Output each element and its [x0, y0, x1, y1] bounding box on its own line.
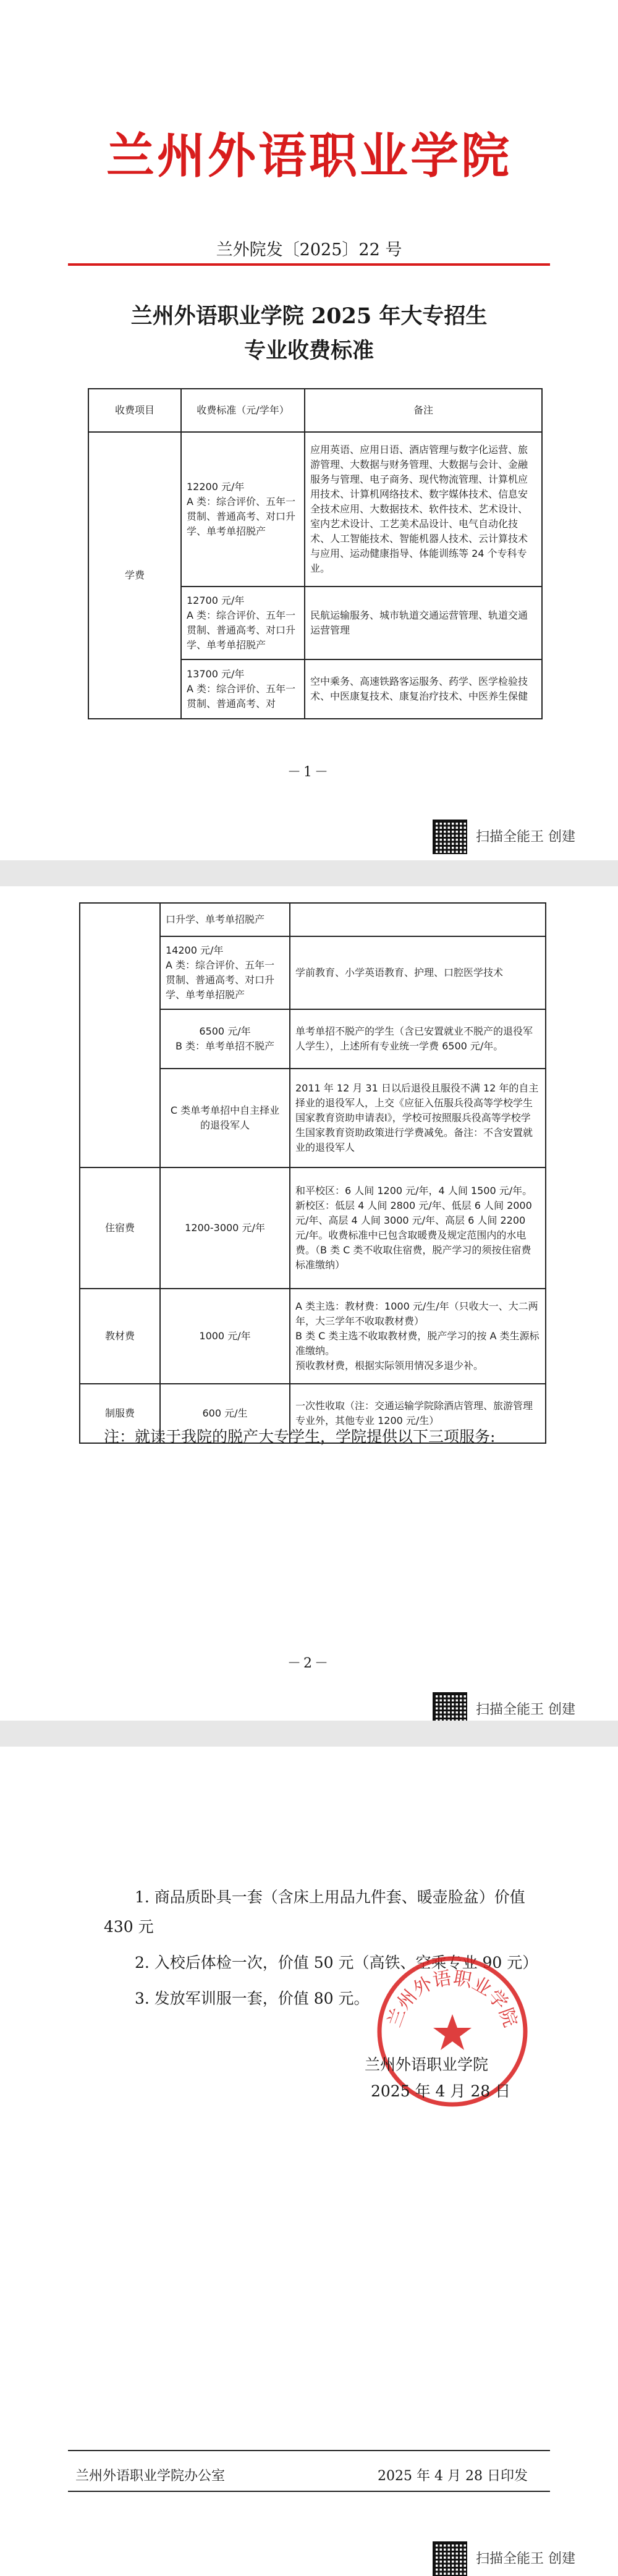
tuition-label: 学费	[88, 432, 181, 719]
remark-cell: 应用英语、应用日语、酒店管理与数字化运营、旅游管理、大数据与财务管理、大数据与会计、金融服务与管理、电子商务、现代物流管理、计算机应用技术、计算机网络技术、数字媒体技术、信息安全技术应用、大数据技术、软件技术、艺术设计、室内艺术设计、工艺美术品设计、电气自动化技术、人工智能技术、智能机器人技术、云计算技术与应用、运动健康指导、体能训练等 24 个专科专业。	[305, 432, 542, 587]
title-line-2: 专业收费标准	[243, 338, 374, 363]
page-2	[0, 886, 618, 1747]
fee-standard-cell: 12700 元/年 A 类：综合评价、五年一贯制、普通高考、对口升学、单考单招脱产	[181, 587, 305, 659]
page-1	[0, 0, 618, 860]
remark-cell: A 类主选：教材费：1000 元/生/年（只收大一、大二两年，大三学年不收取教材费） B 类 C 类主选不收取教材费，脱产学习的按 A 类生源标准缴纳。 预收教材费，根据实际领用情况多退少补。	[290, 1289, 546, 1384]
fee-standard-cell: 13700 元/年 A 类：综合评价、五年一贯制、普通高考、对	[181, 659, 305, 719]
fee-table-page-1	[88, 388, 543, 719]
header-fee-standard: 收费标准（元/学年）	[181, 389, 305, 432]
page-3	[0, 1747, 618, 2576]
fee-standard-cell: 12200 元/年 A 类：综合评价、五年一贯制、普通高考、对口升学、单考单招脱产	[181, 432, 305, 587]
uniform-label: 制服费	[80, 1384, 160, 1443]
remark-cell: 单考单招不脱产的学生（含已安置就业不脱产的退役军人学生），上述所有专业统一学费 6500 元/年。	[290, 1009, 546, 1069]
fee-standard-cell: 1200-3000 元/年	[160, 1167, 290, 1289]
page-number: －2－	[287, 1656, 331, 1671]
remark-cell: 学前教育、小学英语教育、护理、口腔医学技术	[290, 936, 546, 1009]
list-item: 2. 入校后体检一次，价值 50 元（高铁、空乘专业 90 元）	[135, 1954, 538, 1972]
scanner-watermark: 扫描全能王 创建	[476, 2551, 575, 2567]
signature-org: 兰州外语职业学院	[365, 2056, 489, 2074]
table-row	[80, 903, 546, 936]
remark-cell	[290, 903, 546, 936]
list-item: 1. 商品质卧具一套（含床上用品九件套、暖壶脸盆）价值 430 元	[104, 1888, 525, 1936]
fee-standard-cell: 14200 元/年 A 类：综合评价、五年一贯制、普通高考、对口升学、单考单招脱产	[160, 936, 290, 1009]
page-gap	[0, 860, 618, 886]
remark-cell: 一次性收取（注：交通运输学院除酒店管理、旅游管理专业外，其他专业 1200 元/生）	[290, 1384, 546, 1443]
footer-line-top	[68, 2450, 550, 2451]
page-number: －1－	[287, 765, 331, 780]
tuition-continued-cell	[80, 903, 160, 1167]
footer-line-bottom	[68, 2491, 550, 2492]
qr-code-icon	[433, 2541, 467, 2576]
fee-standard-cell: C 类单考单招中自主择业的退役军人	[160, 1069, 290, 1167]
footer-office: 兰州外语职业学院办公室	[75, 2468, 226, 2484]
header-remarks: 备注	[305, 389, 542, 432]
table-header-row	[88, 389, 542, 432]
table-row	[88, 432, 542, 587]
remark-cell: 2011 年 12 月 31 日以后退役且服役不满 12 年的自主择业的退役军人，上交《应征入伍服兵役高等学校学生国家教育资助申请表Ⅰ》，学校可按照服兵役高等学校学生国家教育资助政策进行学费减免。备注：不含安置就业的退役军人	[290, 1069, 546, 1167]
fee-standard-cell: 口升学、单考单招脱产	[160, 903, 290, 936]
signature-date: 2025 年 4 月 28 日	[371, 2082, 511, 2100]
service-note: 注：就读于我院的脱产大专学生，学院提供以下三项服务:	[104, 1428, 496, 1446]
star-icon	[433, 2014, 472, 2050]
document-number: 兰外院发〔2025〕22 号	[216, 240, 402, 260]
qr-code-icon	[433, 820, 467, 854]
red-divider	[68, 263, 550, 266]
list-item: 3. 发放军训服一套，价值 80 元。	[135, 1989, 370, 2007]
fee-standard-cell: 6500 元/年 B 类：单考单招不脱产	[160, 1009, 290, 1069]
scanner-watermark: 扫描全能王 创建	[476, 829, 575, 845]
scanner-watermark: 扫描全能王 创建	[476, 1702, 575, 1718]
page-gap	[0, 1721, 618, 1747]
footer-issue-date: 2025 年 4 月 28 日印发	[378, 2468, 528, 2484]
remark-cell: 和平校区：6 人间 1200 元/年，4 人间 1500 元/年。新校区：低层 4 人间 2800 元/年、低层 6 人间 2000 元/年、高层 4 人间 3000 元/年、高层 6 人间 2200 元/年。收费标准中已包含取暖费及规定范围内的水电费。（B 类 C 类不收取住宿费，脱产学习的须按住宿费标准缴纳）	[290, 1167, 546, 1289]
fee-standard-cell: 1000 元/年	[160, 1289, 290, 1384]
table-row	[80, 1289, 546, 1384]
fee-table-page-2	[79, 902, 546, 1444]
housing-label: 住宿费	[80, 1167, 160, 1289]
document-header: 兰州外语职业学院	[106, 128, 512, 184]
seal-text: 兰州外语职业学院	[383, 1967, 522, 2030]
header-fee-item: 收费项目	[88, 389, 181, 432]
fee-standard-cell: 600 元/生	[160, 1384, 290, 1443]
table-row	[80, 1167, 546, 1289]
textbook-label: 教材费	[80, 1289, 160, 1384]
remark-cell: 民航运输服务、城市轨道交通运营管理、轨道交通运营管理	[305, 587, 542, 659]
title-line-1: 兰州外语职业学院 2025 年大专招生	[130, 303, 488, 329]
remark-cell: 空中乘务、高速铁路客运服务、药学、医学检验技术、中医康复技术、康复治疗技术、中医养生保健	[305, 659, 542, 719]
